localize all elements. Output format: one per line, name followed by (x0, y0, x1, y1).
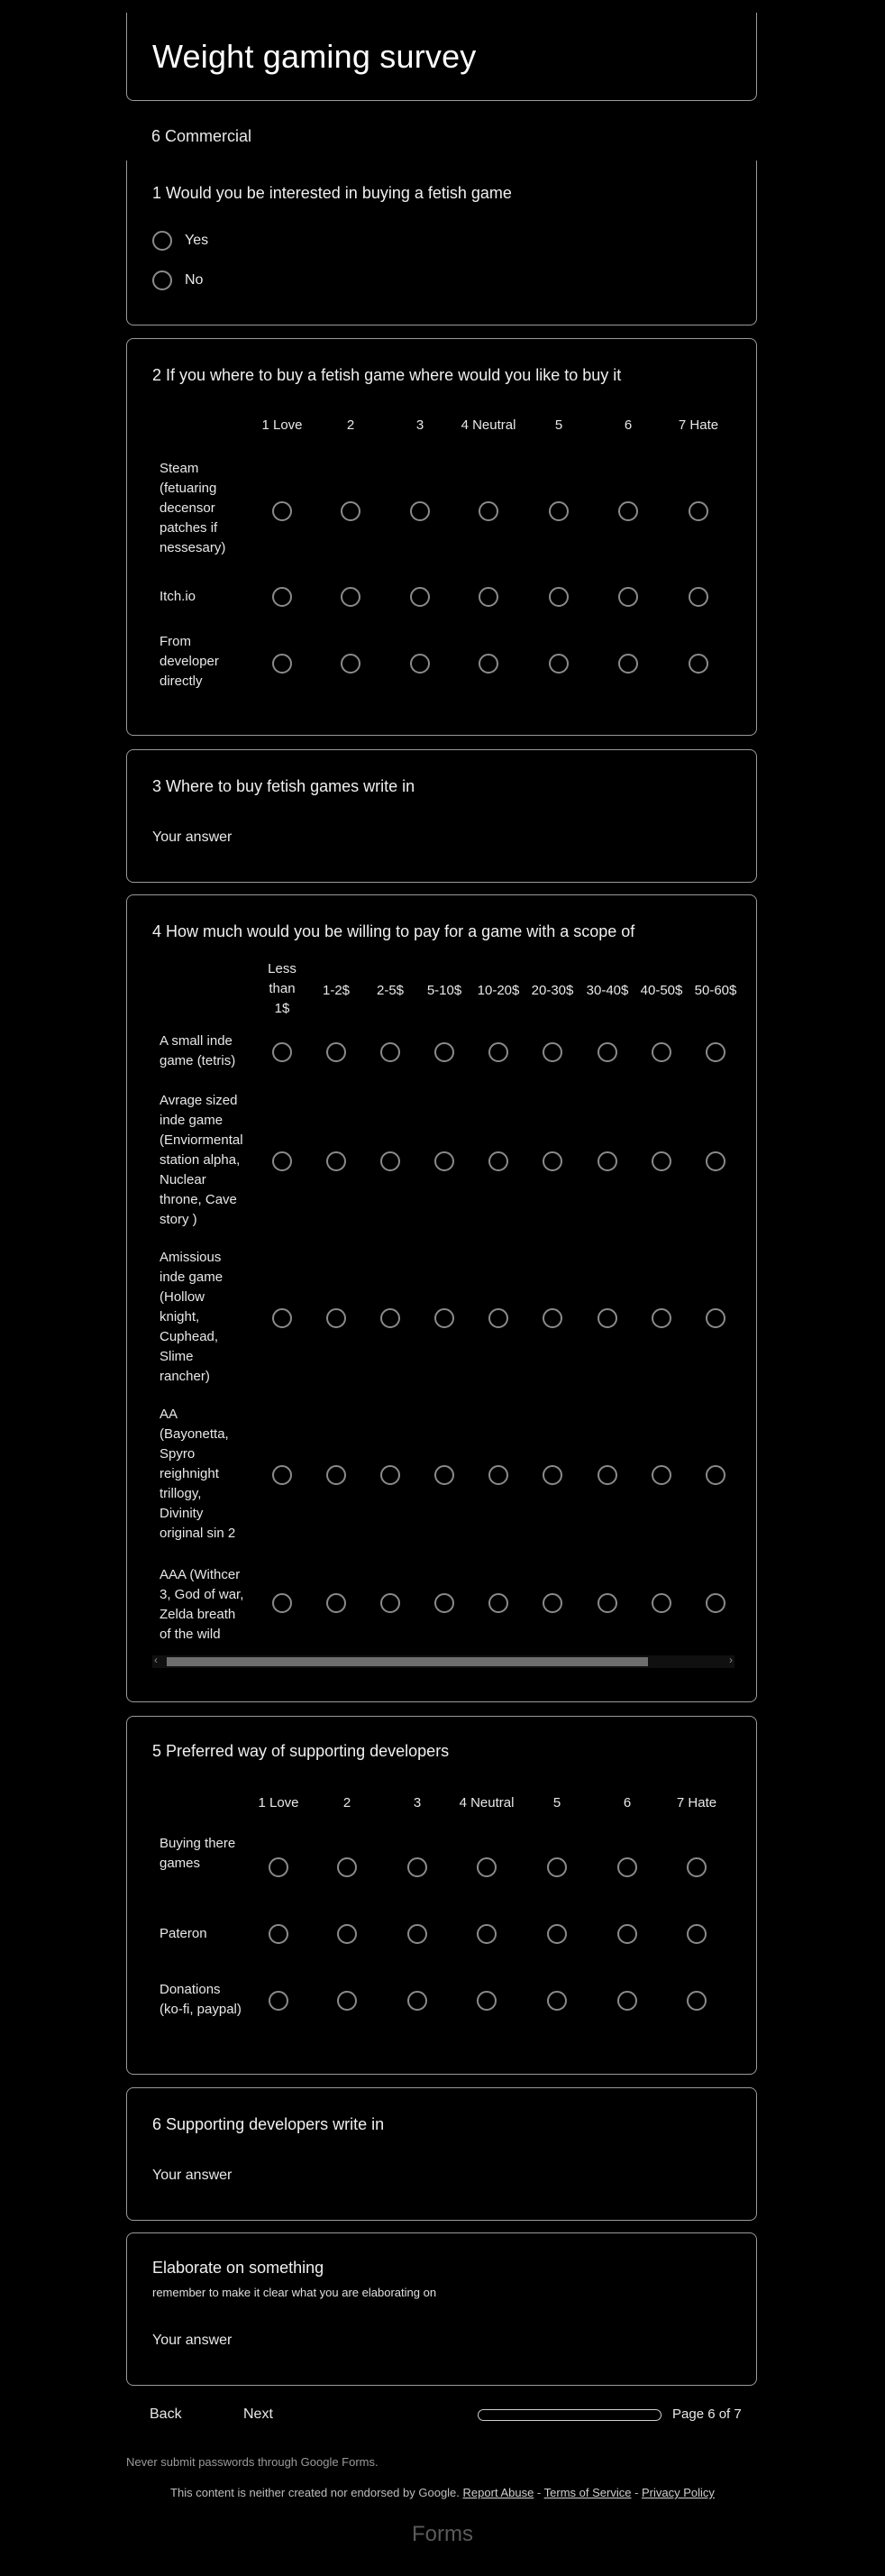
scroll-left-icon[interactable]: ‹ (154, 1654, 158, 1666)
question-title: 2 If you where to buy a fetish game where would you like to buy it (152, 366, 622, 384)
column-header: 7 Hate (676, 1795, 717, 1811)
grid-radio[interactable] (272, 1593, 292, 1613)
footer-links (0, 2486, 885, 2499)
column-header: 20-30$ (531, 983, 574, 998)
grid-radio[interactable] (617, 1857, 637, 1877)
grid-radio[interactable] (269, 1857, 288, 1877)
page-indicator: Page 6 of 7 (672, 2406, 742, 2422)
question-card-6 (126, 2087, 757, 2221)
grid-radio[interactable] (488, 1308, 508, 1328)
progress-bar (478, 2409, 661, 2421)
grid-radio[interactable] (543, 1465, 562, 1485)
column-header: 6 (624, 417, 633, 433)
scroll-right-icon[interactable]: › (729, 1654, 733, 1666)
grid-radio[interactable] (477, 1924, 497, 1944)
question-description: remember to make it clear what you are elaborating on (152, 2286, 437, 2299)
row-label: Buying there games (160, 1836, 236, 1871)
grid-radio[interactable] (269, 1991, 288, 2011)
column-header: 5-10$ (426, 983, 462, 998)
grid-radio[interactable] (598, 1593, 617, 1613)
grid-radio[interactable] (549, 501, 569, 521)
grid-radio[interactable] (543, 1042, 562, 1062)
form-header-card (126, 13, 757, 101)
grid-radio[interactable] (272, 587, 292, 607)
row-label: From developer directly (160, 634, 219, 689)
grid-radio[interactable] (380, 1042, 400, 1062)
question-title: 6 Supporting developers write in (152, 2115, 385, 2133)
grid-radio[interactable] (326, 1151, 346, 1171)
section-title: 6 Commercial (151, 127, 252, 145)
radio-no[interactable] (152, 270, 172, 290)
column-header: 4 Neutral (459, 1795, 515, 1811)
grid-radio[interactable] (341, 501, 360, 521)
grid-radio[interactable] (410, 654, 430, 674)
column-header: 2 (342, 1795, 351, 1811)
column-header: 30-40$ (586, 983, 629, 998)
grid-radio[interactable] (479, 587, 498, 607)
grid-radio[interactable] (687, 1857, 707, 1877)
grid-radio[interactable] (410, 587, 430, 607)
progress-fill (479, 2410, 634, 2420)
footer-separator: - (534, 2486, 544, 2499)
grid-radio[interactable] (543, 1151, 562, 1171)
column-header: 40-50$ (640, 983, 683, 998)
grid-radio[interactable] (380, 1308, 400, 1328)
question-card-3 (126, 749, 757, 883)
grid-radio[interactable] (272, 654, 292, 674)
row-label: Donations (ko-fi, paypal) (160, 1982, 242, 2017)
grid-radio[interactable] (477, 1991, 497, 2011)
grid-radio[interactable] (706, 1042, 725, 1062)
grid-radio[interactable] (407, 1924, 427, 1944)
grid-radio[interactable] (488, 1042, 508, 1062)
grid-radio[interactable] (337, 1991, 357, 2011)
privacy-link[interactable]: Privacy Policy (642, 2486, 715, 2499)
radio-yes[interactable] (152, 231, 172, 251)
grid-radio[interactable] (598, 1042, 617, 1062)
grid-radio[interactable] (434, 1308, 454, 1328)
grid-radio[interactable] (341, 654, 360, 674)
row-label: Pateron (160, 1926, 207, 1941)
grid-radio[interactable] (652, 1593, 671, 1613)
question-title: 5 Preferred way of supporting developers (152, 1742, 450, 1760)
question-title: 3 Where to buy fetish games write in (152, 777, 415, 795)
column-header: 1-2$ (322, 983, 351, 998)
grid-radio[interactable] (488, 1151, 508, 1171)
forms-logo: Forms (412, 2522, 473, 2546)
grid-radio[interactable] (488, 1593, 508, 1613)
question-card-2 (126, 338, 757, 736)
column-header: 2 (346, 417, 355, 433)
terms-link[interactable]: Terms of Service (543, 2486, 632, 2499)
column-header: 6 (623, 1795, 632, 1811)
column-header: 3 (413, 1795, 422, 1811)
password-warning: Never submit passwords through Google Forms. (126, 2455, 379, 2469)
option-label-yes: Yes (185, 233, 209, 248)
row-label: A small inde game (tetris) (160, 1033, 236, 1068)
grid-radio[interactable] (706, 1593, 725, 1613)
next-button[interactable]: Next (243, 2406, 273, 2422)
grid-radio[interactable] (380, 1593, 400, 1613)
question-card-5 (126, 1716, 757, 2075)
question-card-1 (126, 160, 757, 325)
scrollbar-thumb[interactable] (167, 1657, 648, 1666)
grid-radio[interactable] (272, 1465, 292, 1485)
grid-radio[interactable] (598, 1308, 617, 1328)
grid-radio[interactable] (617, 1991, 637, 2011)
grid-radio[interactable] (434, 1042, 454, 1062)
question-title: Elaborate on something (152, 2259, 324, 2277)
grid-radio[interactable] (706, 1465, 725, 1485)
grid-radio[interactable] (269, 1924, 288, 1944)
grid-radio[interactable] (272, 501, 292, 521)
form-title: Weight gaming survey (152, 38, 477, 75)
grid-radio[interactable] (434, 1465, 454, 1485)
row-label: AAA (Withcer 3, God of war, Zelda breath of the wild (160, 1567, 244, 1642)
grid-radio[interactable] (652, 1465, 671, 1485)
column-header: Less than 1$ (268, 961, 297, 1016)
question-card-7 (126, 2232, 757, 2386)
question-title: 4 How much would you be willing to pay for a game with a scope of (152, 922, 635, 940)
question-card-4 (126, 894, 757, 1702)
option-label-no: No (185, 272, 204, 288)
grid-radio[interactable] (479, 501, 498, 521)
footer-disclaimer: This content is neither created nor endorsed by Google. (170, 2486, 460, 2499)
column-header: 5 (554, 417, 563, 433)
grid-radio[interactable] (689, 501, 708, 521)
row-label: Itch.io (160, 589, 196, 604)
back-button[interactable]: Back (150, 2406, 182, 2422)
grid-radio[interactable] (618, 501, 638, 521)
grid-radio[interactable] (689, 587, 708, 607)
grid-radio[interactable] (434, 1151, 454, 1171)
answer-input[interactable]: Your answer (152, 830, 233, 845)
grid-radio[interactable] (434, 1593, 454, 1613)
grid-radio[interactable] (547, 1924, 567, 1944)
grid-radio[interactable] (706, 1151, 725, 1171)
question-title: 1 Would you be interested in buying a fetish game (152, 184, 512, 202)
row-label: AA (Bayonetta, Spyro reighnight trillogy, Divinity original sin 2 (160, 1407, 236, 1541)
grid-radio[interactable] (479, 654, 498, 674)
horizontal-scrollbar[interactable] (152, 1655, 734, 1668)
row-label: Amissious inde game (Hollow knight, Cuphead, Slime rancher) (160, 1250, 224, 1384)
column-header: 1 Love (258, 1795, 299, 1811)
column-header: 10-20$ (477, 983, 520, 998)
grid-radio[interactable] (337, 1924, 357, 1944)
grid-radio[interactable] (547, 1991, 567, 2011)
grid-radio[interactable] (488, 1465, 508, 1485)
grid-radio[interactable] (543, 1308, 562, 1328)
grid-radio[interactable] (407, 1857, 427, 1877)
grid-radio[interactable] (380, 1465, 400, 1485)
row-label: Avrage sized inde game (Enviormental station alpha, Nuclear throne, Cave story ) (160, 1093, 243, 1227)
grid-radio[interactable] (272, 1308, 292, 1328)
answer-input[interactable]: Your answer (152, 2168, 233, 2183)
grid-radio[interactable] (272, 1042, 292, 1062)
grid-radio[interactable] (549, 587, 569, 607)
grid-radio[interactable] (543, 1593, 562, 1613)
grid-radio[interactable] (549, 654, 569, 674)
grid-radio[interactable] (652, 1308, 671, 1328)
column-header: 3 (415, 417, 424, 433)
column-header: 1 Love (261, 417, 303, 433)
grid-radio[interactable] (618, 654, 638, 674)
column-header: 7 Hate (678, 417, 719, 433)
grid-radio[interactable] (326, 1465, 346, 1485)
answer-input[interactable]: Your answer (152, 2333, 233, 2348)
grid-radio[interactable] (337, 1857, 357, 1877)
grid-radio[interactable] (598, 1465, 617, 1485)
row-label: Steam (fetuaring decensor patches if nessesary) (160, 461, 226, 555)
grid-radio[interactable] (477, 1857, 497, 1877)
report-abuse-link[interactable]: Report Abuse (462, 2486, 534, 2499)
grid-radio[interactable] (341, 587, 360, 607)
grid-radio[interactable] (652, 1151, 671, 1171)
grid-radio[interactable] (380, 1151, 400, 1171)
grid-radio[interactable] (410, 501, 430, 521)
grid-radio[interactable] (687, 1991, 707, 2011)
column-header: 50-60$ (694, 983, 737, 998)
footer-separator: - (631, 2486, 643, 2499)
grid-radio[interactable] (272, 1151, 292, 1171)
grid-radio[interactable] (326, 1042, 346, 1062)
grid-radio[interactable] (326, 1593, 346, 1613)
grid-radio[interactable] (706, 1308, 725, 1328)
grid-radio[interactable] (687, 1924, 707, 1944)
grid-radio[interactable] (598, 1151, 617, 1171)
column-header: 5 (552, 1795, 561, 1811)
grid-radio[interactable] (618, 587, 638, 607)
column-header: 2-5$ (376, 983, 405, 998)
grid-radio[interactable] (689, 654, 708, 674)
grid-scroll-area (127, 895, 744, 1701)
grid-radio[interactable] (326, 1308, 346, 1328)
grid-radio[interactable] (547, 1857, 567, 1877)
grid-radio[interactable] (407, 1991, 427, 2011)
grid-radio[interactable] (652, 1042, 671, 1062)
grid-radio[interactable] (617, 1924, 637, 1944)
column-header: 4 Neutral (461, 417, 516, 433)
